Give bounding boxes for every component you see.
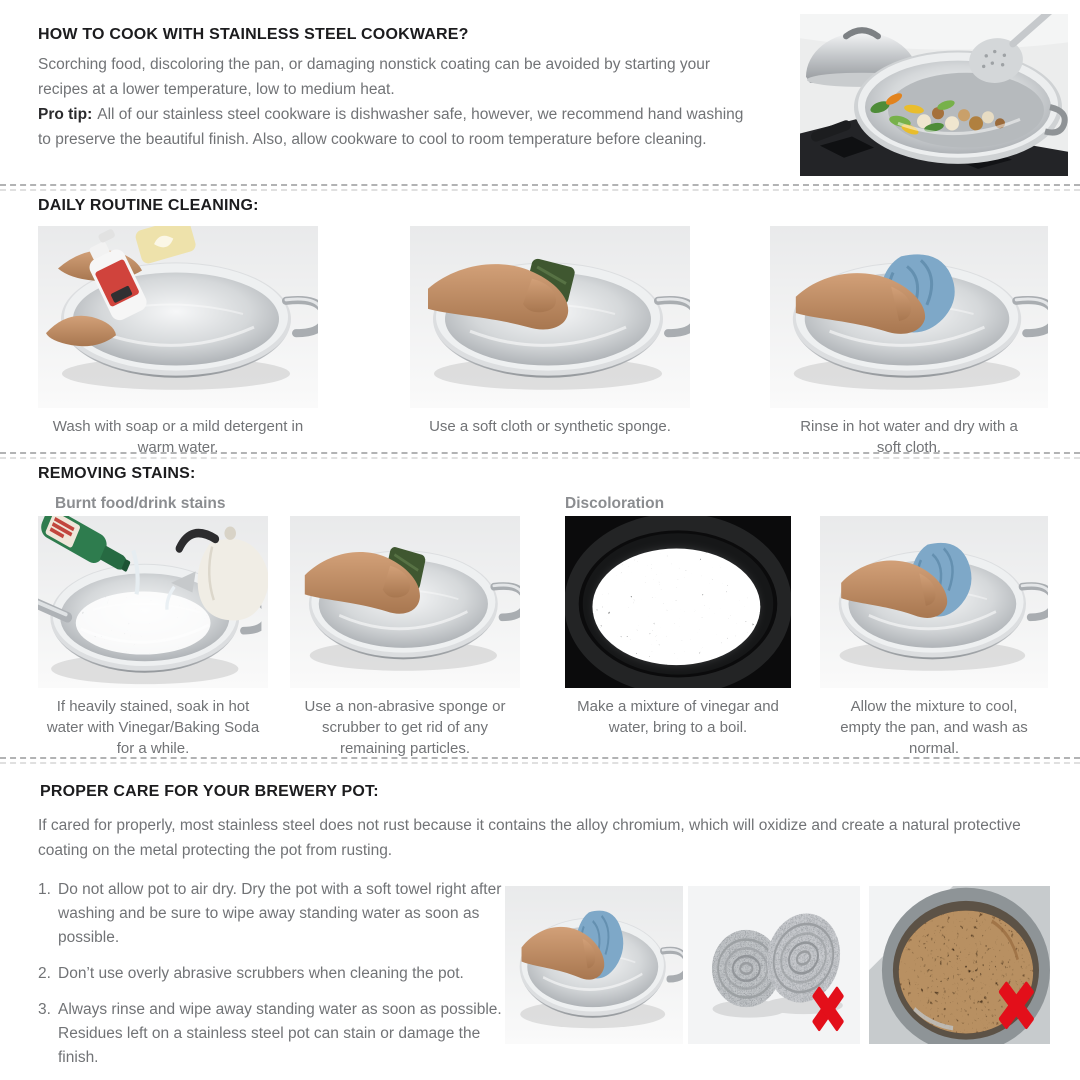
cook-pro-tip bbox=[38, 102, 750, 152]
daily-step-3-caption: Rinse in hot water and dry with a soft cloth. bbox=[800, 418, 1018, 456]
divider-dashed-3 bbox=[0, 757, 1080, 764]
care-tip-2 bbox=[38, 962, 506, 986]
photo-nonabrasive-sponge bbox=[290, 516, 520, 688]
photo-boiling-mixture bbox=[565, 516, 791, 688]
care-tips-list bbox=[38, 878, 506, 1080]
daily-step-3 bbox=[770, 226, 1048, 458]
photo-wok-stirfry bbox=[800, 14, 1068, 176]
care-tip-3-number: 3. bbox=[38, 1001, 51, 1018]
photo-dry-with-towel bbox=[505, 886, 683, 1044]
stain-step-1 bbox=[38, 516, 268, 759]
burnt-stains-subheading: Burnt food/drink stains bbox=[55, 495, 226, 512]
photo-rinse-dry-cloth bbox=[770, 226, 1048, 408]
daily-step-1 bbox=[38, 226, 318, 458]
cook-section-heading: HOW TO COOK WITH STAINLESS STEEL COOKWARE? bbox=[38, 26, 469, 43]
stains-section-heading: REMOVING STAINS: bbox=[38, 465, 196, 482]
daily-section-heading: DAILY ROUTINE CLEANING: bbox=[38, 197, 259, 214]
care-photo-dry-towel bbox=[505, 886, 683, 1044]
care-tip-1-number: 1. bbox=[38, 881, 51, 898]
cook-paragraph: Scorching food, discoloring the pan, or damaging nonstick coating can be avoided by starting your recipes at a lower temperature, low to medium heat. bbox=[38, 56, 711, 98]
stain-step-4-caption: Allow the mixture to cool, empty the pan, and wash as normal. bbox=[840, 698, 1028, 757]
stain-step-2-caption: Use a non-abrasive sponge or scrubber to get rid of any remaining particles. bbox=[304, 698, 506, 757]
photo-burnt-pot-prohibited bbox=[869, 886, 1050, 1044]
care-intro-paragraph: If cared for properly, most stainless steel does not rust because it contains the alloy chromium, which will oxidize and create a natural protective coating on the metal protecting the pot from rusting. bbox=[38, 817, 1021, 859]
care-tip-3 bbox=[38, 998, 506, 1070]
care-section-heading: PROPER CARE FOR YOUR BREWERY POT: bbox=[40, 783, 379, 800]
photo-pour-vinegar-water bbox=[38, 516, 268, 688]
pro-tip-label: Pro tip: bbox=[38, 106, 93, 123]
care-photo-no-scrubbers bbox=[688, 886, 860, 1044]
divider-dashed-2 bbox=[0, 452, 1080, 459]
photo-wipe-cool-pan bbox=[820, 516, 1048, 688]
care-tip-3-text: Always rinse and wipe away standing water as soon as possible. Residues left on a stainless steel pot can stain or damage the finish. bbox=[58, 1001, 502, 1066]
care-tip-1 bbox=[38, 878, 506, 950]
stain-step-1-caption: If heavily stained, soak in hot water with Vinegar/Baking Soda for a while. bbox=[46, 698, 260, 757]
stain-step-3-caption: Make a mixture of vinegar and water, bring to a boil. bbox=[577, 698, 779, 736]
care-tip-2-number: 2. bbox=[38, 965, 51, 982]
stain-step-3 bbox=[565, 516, 791, 738]
discoloration-subheading: Discoloration bbox=[565, 495, 665, 512]
daily-step-1-caption: Wash with soap or a mild detergent in warm water. bbox=[52, 418, 304, 456]
pro-tip-text: All of our stainless steel cookware is dishwasher safe, however, we recommend hand washing to preserve the beautiful finish. Also, allow cookware to cool to room temperature before cleaning. bbox=[38, 106, 744, 148]
daily-step-2 bbox=[410, 226, 690, 437]
photo-wash-with-soap bbox=[38, 226, 318, 408]
care-photo-no-burnt-residue bbox=[869, 886, 1050, 1044]
care-tip-1-text: Do not allow pot to air dry. Dry the pot with a soft towel right after washing and be sure to wipe away standing water as soon as possible. bbox=[58, 881, 502, 946]
daily-step-2-caption: Use a soft cloth or synthetic sponge. bbox=[429, 418, 671, 435]
stain-step-4 bbox=[820, 516, 1048, 759]
care-tip-2-text: Don’t use overly abrasive scrubbers when cleaning the pot. bbox=[58, 965, 464, 982]
divider-dashed-1 bbox=[0, 184, 1080, 191]
photo-soft-sponge bbox=[410, 226, 690, 408]
stain-step-2 bbox=[290, 516, 520, 759]
photo-steel-scrubbers-prohibited bbox=[688, 886, 860, 1044]
